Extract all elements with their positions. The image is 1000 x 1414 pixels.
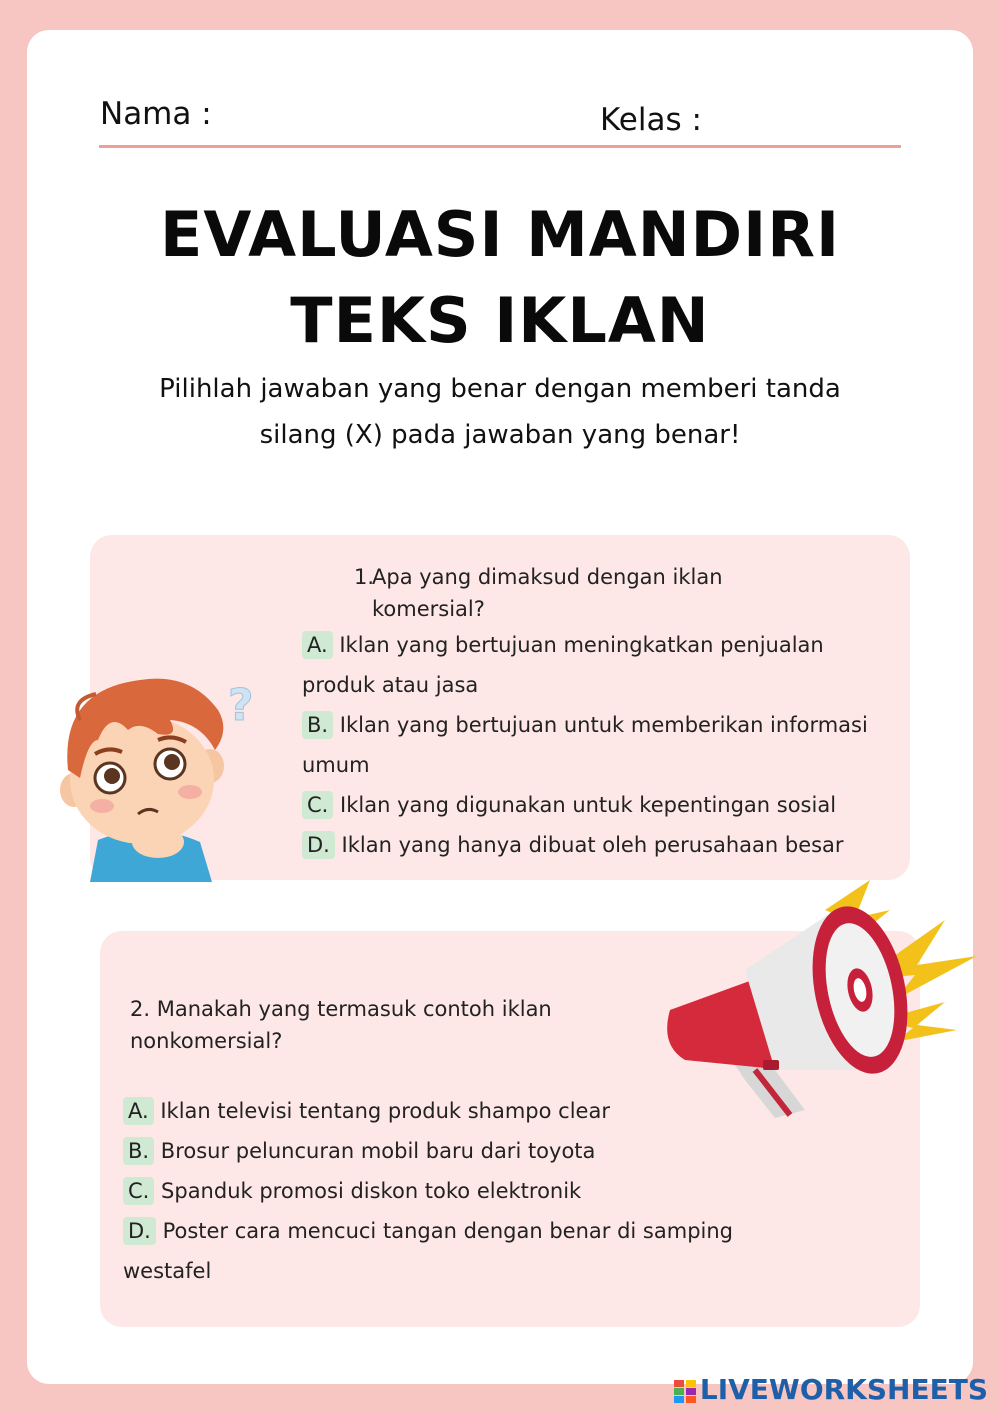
option-letter-badge: A. (123, 1097, 154, 1125)
question-1-option-d[interactable] (302, 825, 912, 865)
option-letter-badge: D. (123, 1217, 156, 1245)
instruction-text (87, 366, 913, 458)
option-text: Iklan televisi tentang produk shampo clear (160, 1099, 610, 1123)
option-letter-badge: A. (302, 631, 333, 659)
question-1-line-1: Apa yang dimaksud dengan iklan (372, 565, 723, 589)
question-1-text (354, 561, 784, 625)
name-field-label: Nama : (100, 96, 212, 132)
option-letter-badge: B. (302, 711, 333, 739)
liveworksheets-brand[interactable] (674, 1373, 988, 1406)
option-text: Iklan yang digunakan untuk kepentingan sosial (340, 793, 837, 817)
liveworksheets-logo-icon (674, 1378, 696, 1402)
svg-text:?: ? (228, 680, 254, 731)
megaphone-icon (655, 870, 985, 1130)
option-letter-badge: C. (302, 791, 333, 819)
class-field-label: Kelas : (600, 102, 702, 138)
question-2-option-a[interactable] (123, 1091, 743, 1131)
option-text: Iklan yang bertujuan meningkatkan penjualan produk atau jasa (302, 633, 824, 697)
question-2-option-c[interactable] (123, 1171, 743, 1211)
option-text: Poster cara mencuci tangan dengan benar di samping westafel (123, 1219, 734, 1283)
question-1-line-2: komersial? (372, 597, 485, 621)
brand-text: LIVEWORKSHEETS (699, 1373, 988, 1406)
question-2-text (130, 993, 650, 1057)
option-text: Iklan yang bertujuan untuk memberikan informasi umum (302, 713, 868, 777)
option-text: Spanduk promosi diskon toko elektronik (161, 1179, 582, 1203)
question-2-line-1: 2. Manakah yang termasuk contoh iklan (130, 997, 552, 1021)
page-title-line-2: TEKS IKLAN (290, 284, 710, 357)
question-2-option-b[interactable] (123, 1131, 743, 1171)
thinking-boy-icon (40, 650, 270, 882)
option-text: Brosur peluncuran mobil baru dari toyota (160, 1139, 596, 1163)
question-2-option-d[interactable] (123, 1211, 733, 1291)
page-title-line-1: EVALUASI MANDIRI (159, 198, 841, 271)
option-letter-badge: D. (302, 831, 335, 859)
option-letter-badge: B. (123, 1137, 154, 1165)
header-divider (99, 145, 901, 148)
question-1-number: 1. (354, 565, 375, 589)
question-2-line-2: nonkomersial? (130, 1029, 283, 1053)
question-1-option-b[interactable] (302, 705, 892, 785)
instruction-line-1: Pilihlah jawaban yang benar dengan memberi tanda (159, 374, 841, 404)
page-title (27, 192, 973, 364)
question-1-option-c[interactable] (302, 785, 902, 825)
option-text: Iklan yang hanya dibuat oleh perusahaan besar (341, 833, 844, 857)
option-letter-badge: C. (123, 1177, 154, 1205)
question-1-option-a[interactable] (302, 625, 892, 705)
instruction-line-2: silang (X) pada jawaban yang benar! (259, 420, 741, 450)
